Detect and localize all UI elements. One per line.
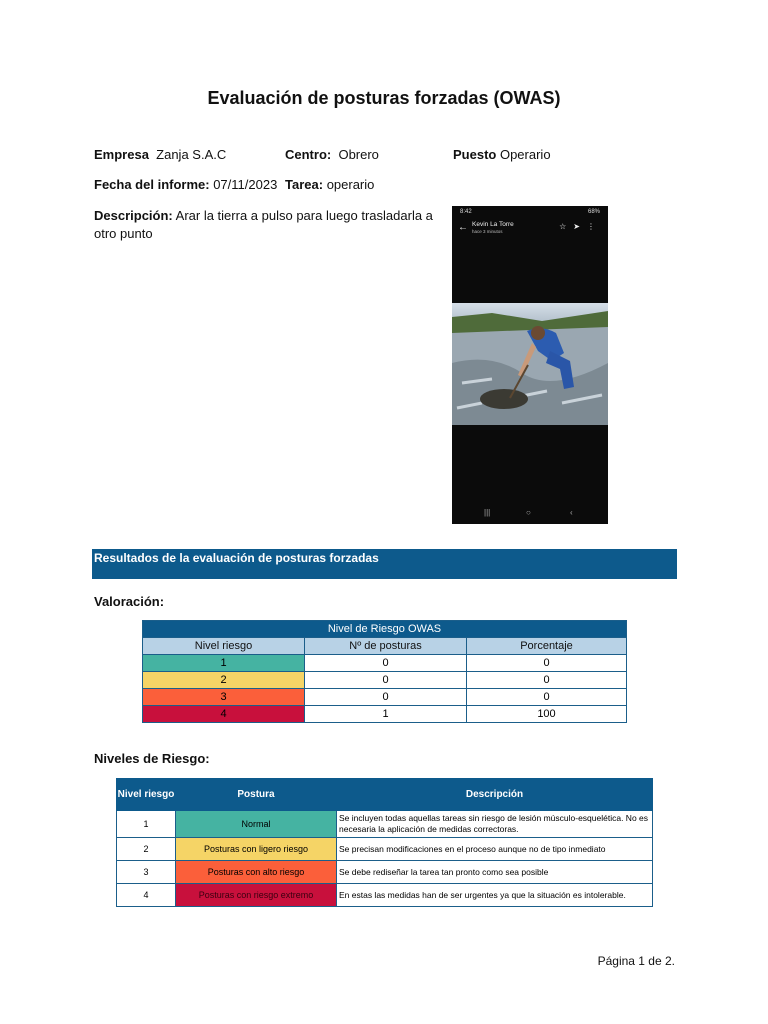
table-row: [143, 706, 627, 723]
phone-top-bar: [452, 220, 608, 240]
phone-action-icons: ☆➤⋮: [559, 222, 602, 231]
posturas-cell: 0: [305, 689, 467, 706]
phone-nav-bar: [452, 508, 608, 520]
centro-label: Centro:: [285, 147, 332, 162]
descripcion-cell: En estas las medidas han de ser urgentes ya que la situación es intolerable.: [337, 884, 653, 907]
phone-time: 8:42: [460, 209, 472, 215]
nivel-cell: 2: [143, 672, 305, 689]
back-icon: ‹: [570, 508, 573, 517]
table-row: [143, 689, 627, 706]
table-row: [143, 655, 627, 672]
col-postura: Postura: [176, 779, 337, 811]
table-row: [117, 884, 653, 907]
descripcion-label: Descripción:: [94, 208, 173, 223]
puesto-value: Operario: [499, 147, 551, 162]
centro-value: Obrero: [338, 147, 379, 162]
worker-photo-screenshot: [452, 206, 608, 524]
postura-cell: Posturas con alto riesgo: [176, 861, 337, 884]
empresa-field: [94, 147, 226, 162]
postura-cell: Posturas con riesgo extremo: [176, 884, 337, 907]
descripcion-cell: Se incluyen todas aquellas tareas sin riesgo de lesión músculo-esquelética. No es necesaria la aplicación de medidas correctoras.: [337, 811, 653, 838]
nivel-cell: 1: [117, 811, 176, 838]
empresa-value: Zanja S.A.C: [156, 147, 227, 162]
posturas-cell: 1: [305, 706, 467, 723]
nivel-cell: 2: [117, 838, 176, 861]
postura-cell: Posturas con ligero riesgo: [176, 838, 337, 861]
porcentaje-cell: 100: [467, 706, 627, 723]
porcentaje-cell: 0: [467, 689, 627, 706]
section-title: Resultados de la evaluación de posturas forzadas: [94, 551, 379, 565]
page-title: Evaluación de posturas forzadas (OWAS): [207, 88, 561, 108]
phone-status-bar: [460, 209, 600, 219]
fecha-field: [94, 177, 277, 192]
empresa-label: Empresa: [94, 147, 149, 162]
table-row: [117, 838, 653, 861]
fecha-value: 07/11/2023: [213, 177, 278, 192]
worker-digging-image: [452, 303, 608, 425]
nivel-cell: 3: [143, 689, 305, 706]
col-porcentaje: Porcentaje: [467, 638, 627, 655]
porcentaje-cell: 0: [467, 655, 627, 672]
tarea-field: [285, 177, 374, 192]
page-footer: Página 1 de 2.: [597, 954, 675, 968]
tarea-value: operario: [326, 177, 375, 192]
centro-field: [285, 147, 379, 162]
postura-cell: Normal: [176, 811, 337, 838]
puesto-label: Puesto: [453, 147, 497, 162]
contact-subtitle: hace 3 minutos: [472, 229, 503, 234]
col-descripcion: Descripción: [337, 779, 653, 811]
col-nivel: Nivel riesgo: [117, 779, 176, 811]
niveles-riesgo-table: [116, 778, 653, 907]
posturas-cell: 0: [305, 672, 467, 689]
nivel-cell: 1: [143, 655, 305, 672]
descripcion-cell: Se debe rediseñar la tarea tan pronto como sea posible: [337, 861, 653, 884]
nivel-cell: 4: [117, 884, 176, 907]
owas-table-title: Nivel de Riesgo OWAS: [143, 621, 627, 638]
fecha-label: Fecha del informe:: [94, 177, 210, 192]
section-header: [92, 549, 677, 579]
nivel-cell: 4: [143, 706, 305, 723]
descripcion-cell: Se precisan modificaciones en el proceso aunque no de tipo inmediato: [337, 838, 653, 861]
nivel-cell: 3: [117, 861, 176, 884]
contact-name: Kevin La Torre: [472, 221, 514, 228]
col-num-posturas: Nº de posturas: [305, 638, 467, 655]
home-icon: ○: [526, 508, 531, 517]
table-row: [143, 672, 627, 689]
table-row: [117, 811, 653, 838]
puesto-field: [453, 147, 551, 162]
niveles-label: Niveles de Riesgo:: [94, 751, 210, 766]
worker-photo: [452, 303, 608, 425]
porcentaje-cell: 0: [467, 672, 627, 689]
posturas-cell: 0: [305, 655, 467, 672]
tarea-label: Tarea:: [285, 177, 324, 192]
col-nivel-riesgo: Nivel riesgo: [143, 638, 305, 655]
valoracion-label: Valoración:: [94, 594, 165, 609]
descripcion-value: Arar la tierra a pulso para luego trasladarla a otro punto: [94, 208, 433, 241]
table-row: [117, 861, 653, 884]
recent-apps-icon: |||: [484, 508, 491, 517]
descripcion-field: [94, 207, 439, 243]
phone-battery: 68%: [587, 209, 600, 215]
owas-risk-table: [142, 620, 627, 723]
back-arrow-icon: ←: [458, 222, 468, 233]
